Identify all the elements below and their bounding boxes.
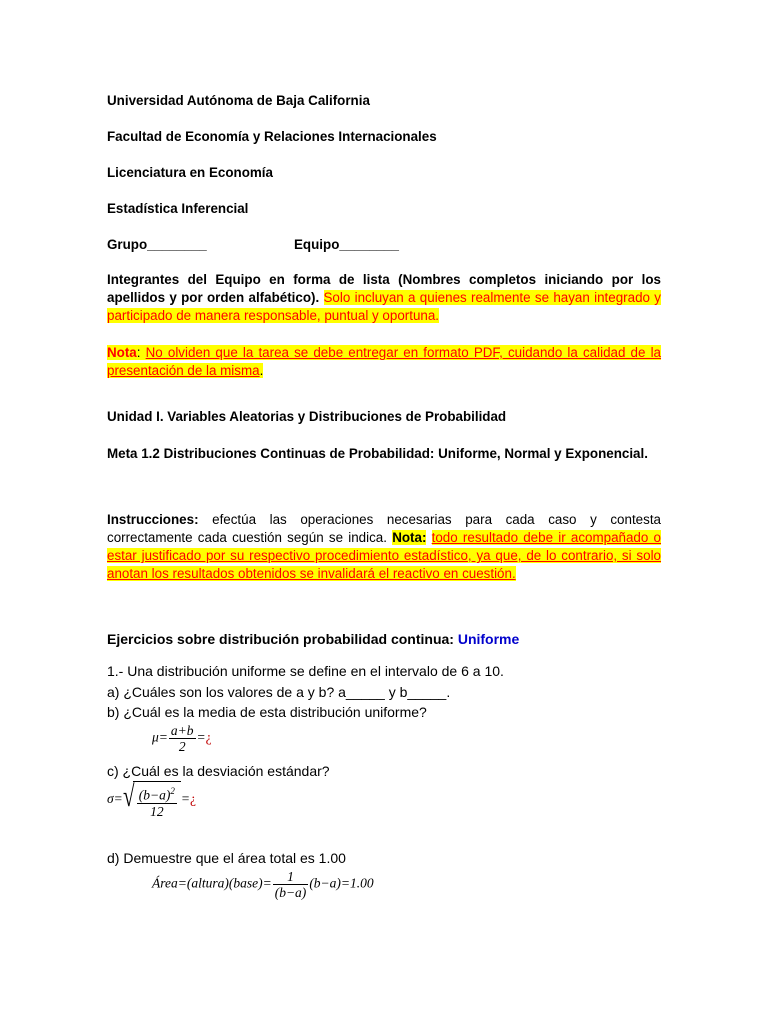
goal-label: Meta 1.2 (107, 446, 160, 461)
square-root: √ $\frac{(b-a)^2}{12}$ (123, 781, 181, 819)
degree-name: Licenciatura en Economía (107, 165, 273, 180)
question-d: d) Demuestre que el área total es 1.00 (107, 850, 346, 866)
university-name: Universidad Autónoma de Baja California (107, 93, 370, 108)
instructions-note-text: todo resultado debe ir acompañado o estar justificado por su respectivo procedimiento estadístico (107, 530, 661, 563)
team-field: Equipo________ (294, 237, 399, 252)
instructions-note-text-2: , ya que, de lo contrario, si solo anotan los resultados obtenidos se invalidará el reactivo en cuestión. (107, 548, 661, 581)
question-c: c) ¿Cuál es la desviación estándar? (107, 763, 330, 779)
question-b: b) ¿Cuál es la media de esta distribución uniforme? (107, 704, 427, 720)
std-dev-formula: σ= √ $\frac{(b-a)^2}{12}$ =¿ (107, 780, 197, 819)
instructions-note-label: Nota: (392, 530, 427, 545)
note-label: Nota (107, 345, 137, 360)
answer-placeholder: ¿ (205, 729, 212, 745)
members-highlight: Solo incluyan a quienes realmente se hayan integrado y participado de manera responsable, puntual y oportuna. (107, 290, 661, 323)
question-1: 1.- Una distribución uniforme se define en el intervalo de 6 a 10. (107, 663, 504, 679)
instructions-label: Instrucciones: (107, 512, 199, 527)
course-name: Estadística Inferencial (107, 201, 249, 216)
area-fraction: $\frac{1}{(b-a)}$ (274, 869, 307, 900)
goal-paragraph (107, 445, 661, 463)
note-text: No olviden que la tarea se debe entregar en formato PDF, cuidando la calidad de la presentación de la misma (107, 345, 661, 378)
faculty-name: Facultad de Economía y Relaciones Internacionales (107, 129, 437, 144)
instructions-text: efectúa las operaciones necesarias para cada caso y contesta correctamente cada cuestión según se indica. (107, 512, 661, 545)
answer-placeholder: ¿ (190, 790, 197, 806)
note-paragraph: Nota: No olviden que la tarea se debe entregar en formato PDF, cuidando la calidad de la presentación de la misma. (107, 345, 661, 378)
mean-fraction: $\frac{a+b}{2}$ (170, 723, 194, 754)
members-paragraph (107, 271, 661, 325)
area-formula: Área=(altura)(base)= $\frac{1}{(b-a)}$ (b−a)=1.00 (152, 869, 374, 900)
members-instruction: Integrantes del Equipo en forma de lista (Nombres completos iniciando por los apellidos y por orden alfabético). (107, 272, 661, 305)
question-a: a) ¿Cuáles son los valores de a y b? a_____ y b_____. (107, 684, 451, 700)
exercises-title-uniform: Uniforme (457, 631, 520, 647)
goal-text: Distribuciones Continuas de Probabilidad: Uniforme, Normal y Exponencial. (163, 446, 648, 461)
mean-formula: μ= $\frac{a+b}{2}$ =¿ (152, 723, 212, 754)
unit-title: Unidad I. Variables Aleatorias y Distribuciones de Probabilidad (107, 409, 507, 424)
group-field: Grupo________ (107, 237, 207, 252)
instructions-paragraph (107, 511, 661, 583)
exercises-title: Ejercicios sobre distribución probabilidad continua: Uniforme (107, 631, 520, 647)
